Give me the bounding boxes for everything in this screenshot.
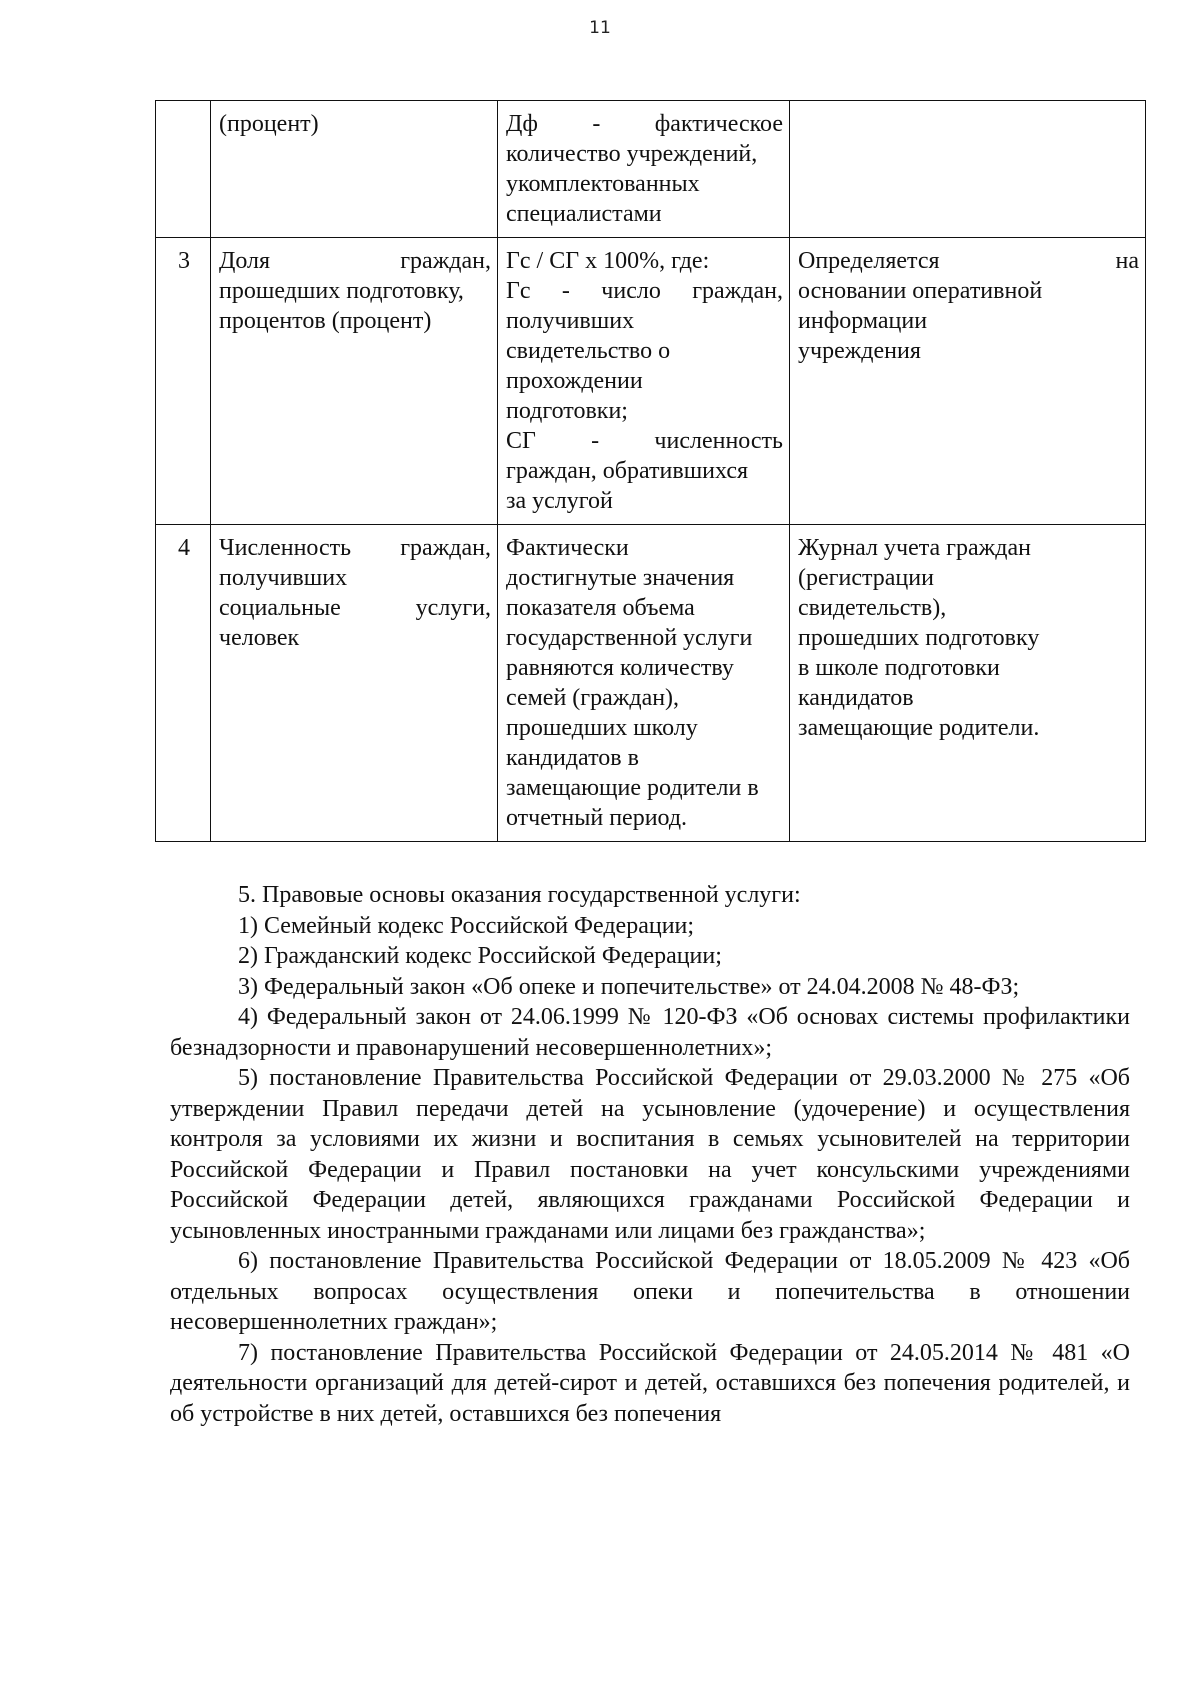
section-heading: 5. Правовые основы оказания государственной услуги:	[238, 882, 801, 908]
source-cell	[790, 525, 1146, 842]
source-line: Определяется на	[798, 248, 1139, 274]
formula-line: достигнутые значения	[506, 565, 735, 591]
formula-line: кандидатов в	[506, 745, 639, 771]
indicator-line: прошедших подготовку,	[219, 278, 464, 304]
indicators-table	[155, 100, 1146, 842]
source-line: замещающие родители.	[798, 715, 1040, 741]
indicator-line: Численность граждан,	[219, 535, 491, 561]
indicator-cell	[211, 101, 498, 238]
formula-line: Гс - число граждан,	[506, 278, 783, 304]
table-row	[156, 101, 1146, 238]
formula-line: Фактически	[506, 535, 629, 561]
formula-cell	[498, 238, 790, 525]
formula-cell	[498, 101, 790, 238]
formula-line: замещающие родители в	[506, 775, 759, 801]
formula-line: государственной услуги	[506, 625, 753, 651]
formula-line: прохождении	[506, 368, 643, 394]
source-line: (регистрации	[798, 565, 934, 591]
row-number-cell: 3	[156, 238, 211, 525]
source-line: основании оперативной	[798, 278, 1043, 304]
legal-item: 5) постановление Правительства Российской Федерации от 29.03.2000 № 275 «Об утверждении Правил передачи детей на усыновление (удочерение) и осуществления контроля за условиями их жизни и воспитания в семьях усыновителей на территории Российской Федерации и Правил постановки на учет консульскими учреждениями Российской Федерации детей, являющихся гражданами Российской Федерации и усыновленных иностранными гражданами или лицами без гражданства»;	[170, 1065, 1130, 1244]
source-cell	[790, 101, 1146, 238]
indicator-line: человек	[219, 625, 300, 651]
indicator-cell	[211, 238, 498, 525]
legal-basis-section	[170, 880, 1130, 1429]
source-line: Журнал учета граждан	[798, 535, 1031, 561]
legal-item: 4) Федеральный закон от 24.06.1999 № 120-ФЗ «Об основах системы профилактики безнадзорности и правонарушений несовершеннолетних»;	[170, 1004, 1130, 1061]
source-line: прошедших подготовку	[798, 625, 1040, 651]
page-number: 11	[589, 18, 611, 38]
source-line: в школе подготовки	[798, 655, 1000, 681]
indicator-line: получивших	[219, 565, 348, 591]
indicator-line: Доля граждан,	[219, 248, 491, 274]
formula-line: Дф - фактическое	[506, 111, 783, 137]
row-number-cell: 4	[156, 525, 211, 842]
legal-item: 1) Семейный кодекс Российской Федерации;	[238, 912, 695, 939]
formula-line: граждан, обратившихся	[506, 458, 749, 484]
legal-item: 2) Гражданский кодекс Российской Федерации;	[238, 943, 722, 969]
row-number-cell	[156, 101, 211, 238]
source-line: кандидатов	[798, 685, 914, 711]
source-line: свидетельств),	[798, 595, 947, 621]
legal-item: 6) постановление Правительства Российской Федерации от 18.05.2009 № 423 «Об отдельных вопросах осуществления опеки и попечительства в отношении несовершеннолетних граждан»;	[170, 1248, 1130, 1335]
indicator-line: социальные услуги,	[219, 595, 491, 621]
source-line: учреждения	[798, 338, 921, 364]
formula-line: отчетный период.	[506, 805, 688, 831]
legal-item: 7) постановление Правительства Российской Федерации от 24.05.2014 № 481 «О деятельности организаций для детей-сирот и детей, оставшихся без попечения родителей, и об устройстве в них детей, оставшихся без попечения	[170, 1339, 1130, 1427]
formula-line: СГ - численность	[506, 428, 783, 454]
indicator-cell	[211, 525, 498, 842]
formula-line: равняются количеству	[506, 655, 734, 681]
table-row	[156, 525, 1146, 842]
formula-line: свидетельство о	[506, 338, 671, 364]
source-line: информации	[798, 308, 928, 334]
formula-line: семей (граждан),	[506, 685, 680, 711]
formula-cell	[498, 525, 790, 842]
indicator-line: процентов (процент)	[219, 308, 432, 334]
formula-line: прошедших школу	[506, 715, 698, 741]
formula-line: показателя объема	[506, 595, 695, 621]
formula-line: Гс / СГ х 100%, где:	[506, 248, 710, 274]
formula-line: подготовки;	[506, 398, 628, 424]
indicator-line: (процент)	[219, 111, 319, 137]
formula-line: получивших	[506, 308, 635, 334]
formula-line: специалистами	[506, 201, 662, 227]
legal-item: 3) Федеральный закон «Об опеке и попечительстве» от 24.04.2008 № 48-ФЗ;	[238, 973, 1020, 1000]
formula-line: укомплектованных	[506, 171, 700, 197]
table-row	[156, 238, 1146, 525]
formula-line: количество учреждений,	[506, 141, 758, 167]
source-cell	[790, 238, 1146, 525]
formula-line: за услугой	[506, 488, 613, 514]
